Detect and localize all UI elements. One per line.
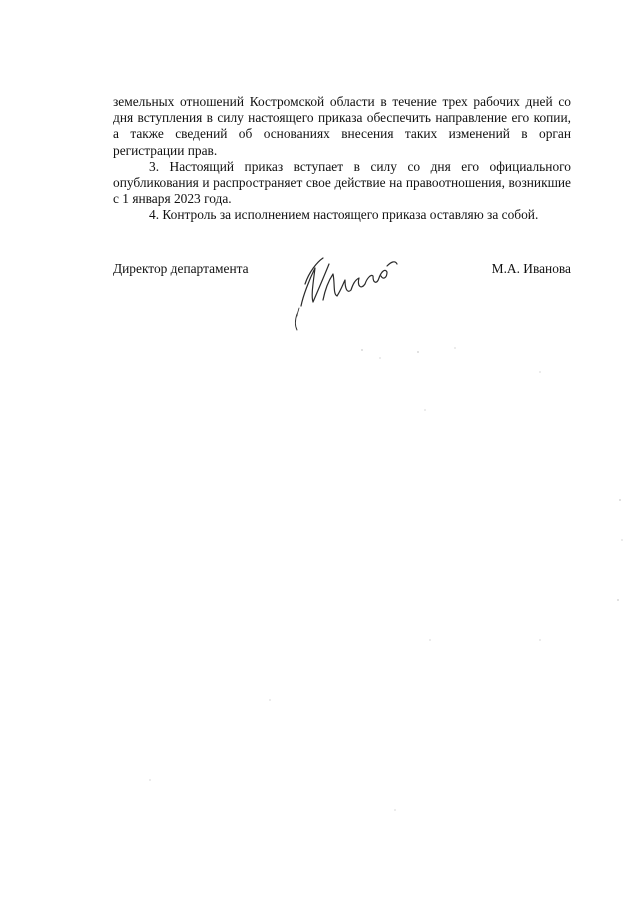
paragraph-line: регистрации прав. <box>113 142 218 158</box>
paragraph-line: со дня вступления в силу настоящего приказа обеспечить направление его <box>113 94 571 126</box>
paragraph-item-3 <box>113 159 571 208</box>
signatory-name: М.А. Иванова <box>491 261 571 276</box>
paragraph-line: 3. Настоящий приказ вступает в силу со дня его официального <box>149 158 571 174</box>
paragraph-item-4 <box>113 207 571 223</box>
signatory-title: Директор департамента <box>113 261 249 276</box>
document-body <box>113 94 571 224</box>
paragraph-continuation <box>113 94 571 159</box>
paragraph-line: возникшие с 1 января 2023 года. <box>113 175 571 207</box>
paragraph-line: земельных отношений Костромской области в течение трех рабочих дней <box>113 94 553 109</box>
paragraph-line: опубликования и распространяет свое действие на правоотношения, <box>113 175 505 191</box>
paragraph-line: 4. Контроль за исполнением настоящего приказа оставляю за собой. <box>149 207 539 223</box>
paragraph-line: копии, а также сведений об основаниях внесения таких изменений в орган <box>113 110 571 142</box>
handwritten-signature <box>283 244 403 336</box>
